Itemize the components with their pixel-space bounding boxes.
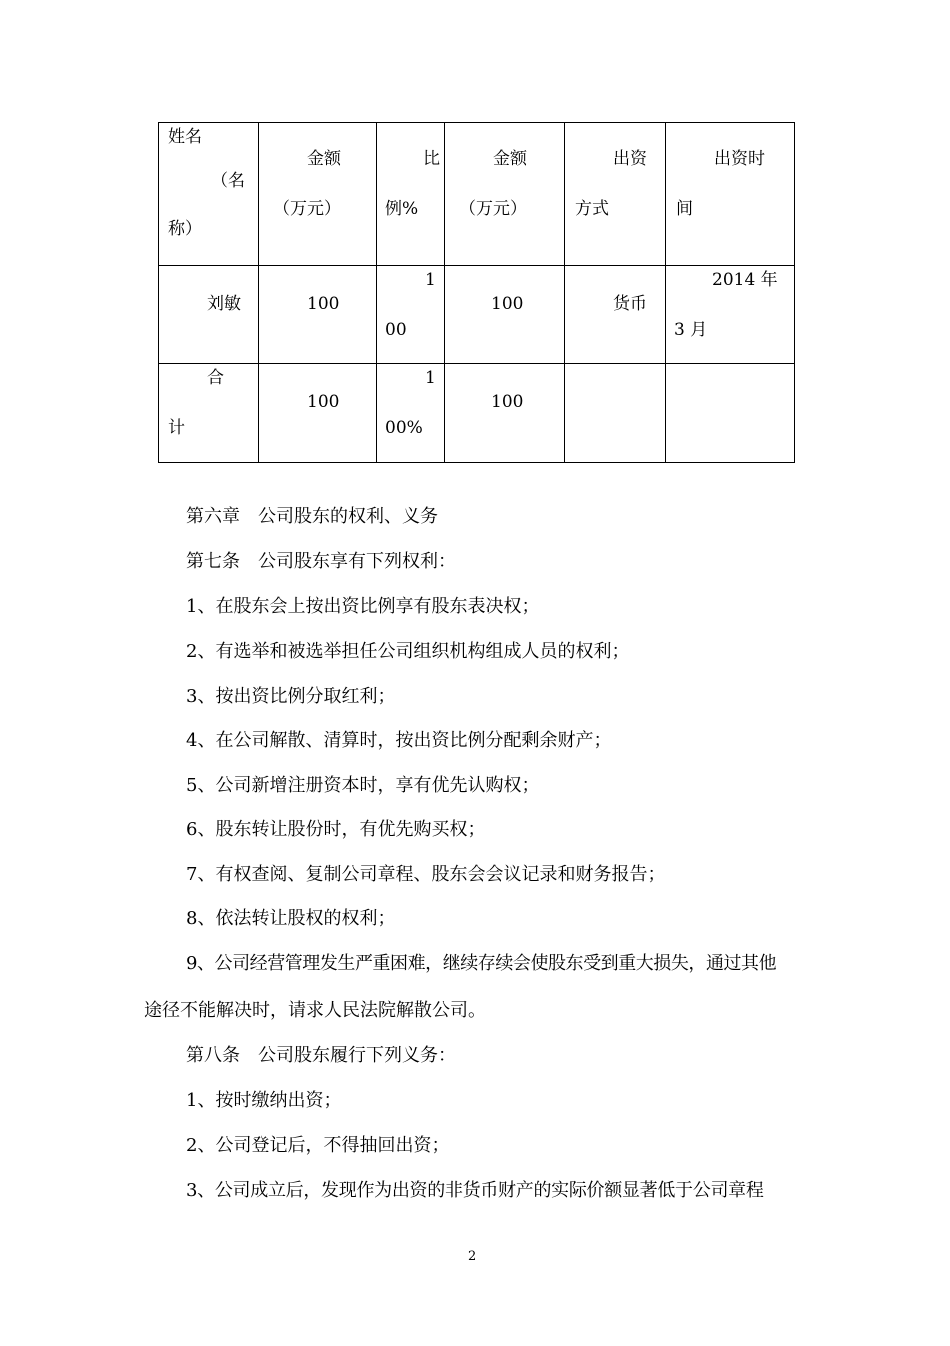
header-ratio-line2: 例% (385, 199, 419, 219)
table-header-row (159, 123, 795, 266)
header-time-line2: 间 (676, 199, 693, 219)
list-item: 2、公司登记后，不得抽回出资； (186, 1135, 450, 1156)
capital-contribution-table (158, 122, 795, 463)
article-heading: 第八条 公司股东履行下列义务： (186, 1045, 456, 1066)
total-name-line2: 计 (168, 418, 185, 438)
total-name-cell (159, 364, 259, 463)
row1-amount1-cell (259, 266, 377, 364)
row1-method-cell (565, 266, 666, 364)
row1-ratio-cell (377, 266, 445, 364)
header-ratio-cell (377, 123, 445, 266)
header-amount2-cell (445, 123, 565, 266)
header-amount1-line2: （万元） (273, 199, 341, 219)
row1-time-line1: 2014 年 (712, 270, 778, 290)
list-item: 2、有选举和被选举担任公司组织机构组成人员的权利； (186, 641, 630, 662)
header-name-cell (159, 123, 259, 266)
list-item: 8、依法转让股权的权利； (186, 908, 396, 929)
total-amount1-cell (259, 364, 377, 463)
table-row (159, 266, 795, 364)
list-item: 9、公司经营管理发生严重困难，继续存续会使股东受到重大损失，通过其他 (186, 953, 777, 974)
row1-amount2-cell (445, 266, 565, 364)
page-number: 2 (468, 1249, 477, 1264)
row1-amount2: 100 (491, 294, 524, 314)
total-amount2-cell (445, 364, 565, 463)
header-amount2-line2: （万元） (459, 199, 527, 219)
total-ratio-line1: 1 (425, 368, 436, 388)
article-heading: 第七条 公司股东享有下列权利： (186, 551, 456, 572)
header-amount2-line1: 金额 (493, 149, 527, 169)
header-method-line1: 出资 (613, 149, 647, 169)
row1-ratio-line2: 00 (385, 320, 407, 340)
list-item: 5、公司新增注册资本时，享有优先认购权； (186, 775, 540, 796)
list-item: 3、按出资比例分取红利； (186, 686, 396, 707)
total-ratio-cell (377, 364, 445, 463)
list-item: 4、在公司解散、清算时，按出资比例分配剩余财产； (186, 730, 612, 751)
header-amount1-cell (259, 123, 377, 266)
list-item-continuation: 途径不能解决时，请求人民法院解散公司。 (144, 1000, 486, 1021)
header-name-line3: 称） (168, 219, 202, 239)
total-amount1: 100 (307, 392, 340, 412)
header-ratio-line1: 比 (423, 149, 440, 169)
row1-name-cell (159, 266, 259, 364)
header-time-line1: 出资时 (714, 149, 765, 169)
header-name-line1: 姓名 (168, 127, 202, 147)
row1-method: 货币 (613, 294, 647, 314)
list-item: 1、在股东会上按出资比例享有股东表决权； (186, 596, 540, 617)
header-time-cell (666, 123, 795, 266)
total-ratio-line2: 00% (385, 418, 423, 438)
row1-ratio-line1: 1 (425, 270, 436, 290)
header-method-cell (565, 123, 666, 266)
header-method-line2: 方式 (575, 199, 609, 219)
header-name-line2: （名 (211, 171, 245, 191)
list-item: 3、公司成立后，发现作为出资的非货币财产的实际价额显著低于公司章程 (186, 1180, 764, 1201)
total-name-line1: 合 (207, 368, 224, 388)
row1-amount1: 100 (307, 294, 340, 314)
row1-time-cell (666, 266, 795, 364)
row1-name: 刘敏 (207, 294, 241, 314)
total-method-cell (565, 364, 666, 463)
header-amount1-line1: 金额 (307, 149, 341, 169)
row1-time-line2: 3 月 (674, 320, 708, 340)
total-time-cell (666, 364, 795, 463)
chapter-heading: 第六章 公司股东的权利、义务 (186, 506, 438, 527)
table-total-row (159, 364, 795, 463)
total-amount2: 100 (491, 392, 524, 412)
list-item: 7、有权查阅、复制公司章程、股东会会议记录和财务报告； (186, 864, 666, 885)
list-item: 1、按时缴纳出资； (186, 1090, 342, 1111)
list-item: 6、股东转让股份时，有优先购买权； (186, 819, 486, 840)
